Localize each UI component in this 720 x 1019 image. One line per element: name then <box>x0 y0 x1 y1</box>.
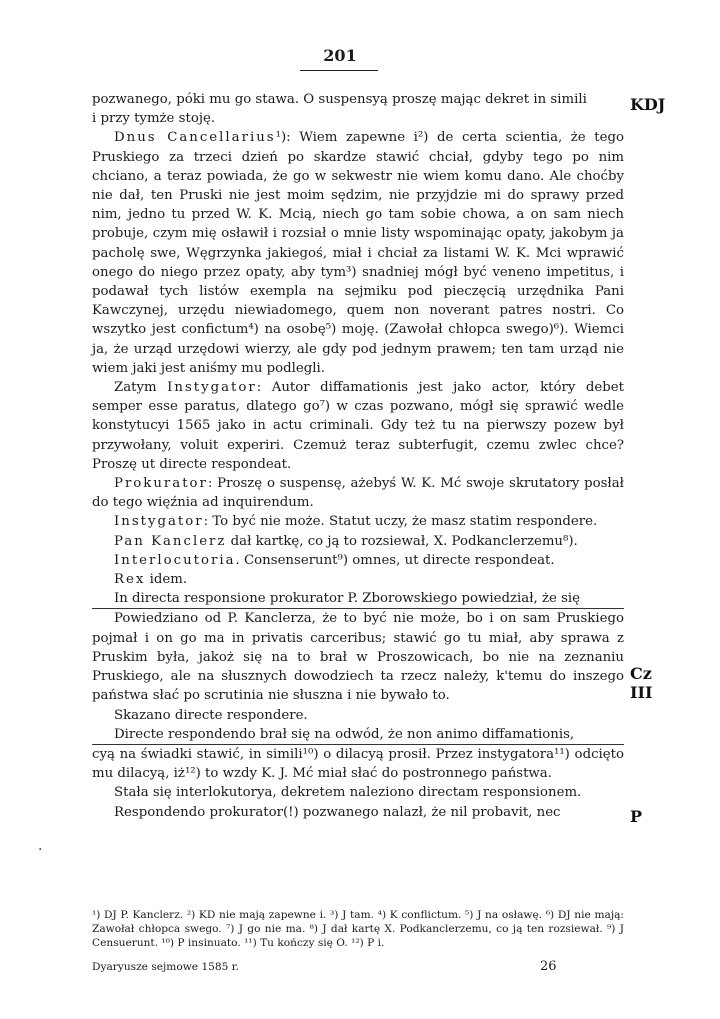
speaker-name: Pan Kanclerz <box>114 533 227 549</box>
paragraph <box>92 570 624 589</box>
paragraph <box>92 532 624 551</box>
text-run: pozwanego, póki mu go stawa. O suspensyą proszę mając dekret in simili <box>92 92 587 107</box>
margin-siglum: III <box>630 683 653 702</box>
footnotes <box>92 908 624 950</box>
footnote: ¹) DJ P. Kanclerz. ²) KD nie mają zapewne i. ³) J tam. ⁴) K conflictum. ⁵) J na osławę. ⁶) DJ nie mają: Zawołał chłopca swego. ⁷) J go nie ma. ⁸) J dał kartę X. Podkanclerzemu, co ją ten rozsiewał. ⁹) J Censuerunt. ¹⁰) P insinuato. ¹¹) Tu kończy się O. ¹²) P i. <box>92 909 624 949</box>
text-run: Zatym <box>114 380 168 396</box>
speaker-name: Instygator <box>167 380 257 396</box>
text-run: cyą na świadki stawić, in simili¹⁰) o dilacyą prosił. Przez instygatora¹¹) odcięto mu dilacyą, iż¹²) to wzdy K. J. Mć miał słać do postronnego państwa. <box>92 746 624 782</box>
paragraph <box>92 512 624 531</box>
margin-siglum: KDJ <box>630 95 666 114</box>
text-run: dał kartkę, co ją to rozsiewał, X. Podkanclerzemu⁸). <box>226 533 578 549</box>
paragraph <box>92 745 624 783</box>
speaker-name: Rex <box>114 572 146 588</box>
text-run: Directe respondendo brał się na odwód, że non animo diffamationis, <box>114 726 575 742</box>
text-run: Respondendo prokurator(!) pozwanego nalazł, że nil probavit, nec <box>114 804 561 820</box>
text-run: ¹): Wiem zapewne i²) de certa scientia, że tego Pruskiego za trzeci dzień po skardze stawić chciał, gdyby tego po nim chciano, a teraz powiada, że go w sekwestr nie wiem komu dano. Ale choćby nie dał, ten Pruski nie jest moim sędzim, nie przyjdzie mi do sprawy przed nim, jedno tu przed W. K. Mcią, niech go tam sobie chowa, a on sam niech probuje, czym mię osławił i rozsiał o mnie listy wspominając opaty, jakobym ja pacholę swe, Węgrzynka jakiegoś, miał i chciał za listami W. K. Mci wprawić onego do niego przez opaty, aby tym³) snadniej mógł być veneno impetitus, i podawał tych listów exempla na sejmiku pod pieczęcią urzędnika Pani Kawczynej, urzędu niewiadomego, quem non noverant patres nostri. Co wszytko jest confictum⁴) na osobę⁵) moję. (Zawołał chłopca swego)⁶). Wiemci ja, że urząd urzędowi wierzy, ale gdy pod jednym prawem; ten tam urząd nie wiem jaki jest aniśmy mu podlegli. <box>92 130 624 376</box>
paragraph <box>92 589 624 608</box>
page-number: 201 <box>323 46 357 65</box>
paragraph <box>92 378 624 474</box>
paragraph <box>92 128 624 378</box>
body-text <box>92 90 624 822</box>
footer <box>92 961 624 973</box>
speaker-name: Interlocutoria <box>114 552 236 568</box>
paragraph <box>92 551 624 570</box>
text-run: : Autor diffamationis jest jako actor, który debet semper esse paratus, dlatego go⁷) w czas pozwano, mógł się sprawić wedle konstytucyi 1565 jako in actu criminali. Gdy też tu na pierwszy pozew był przywołany, voluit experiri. Czemuż teraz subterfugit, czemu zwlec chce? Proszę ut directe respondeat. <box>92 380 624 472</box>
footer-source: Dyaryusze sejmowe 1585 r. <box>92 961 240 973</box>
margin-siglum: Cz <box>630 664 652 683</box>
text-run: Powiedziano od P. Kanclerza, że to być nie może, bo i on sam Pruskiego pojmał i on go ma in privatis carceribus; stawić go tu miał, aby sprawa z Pruskim była, jakoż się na to brał w Proszowicach, bo nie na zeznaniu Pruskiego, ale na słusznych dowodziech ta rzecz należy, k'temu do inszego państwa słać po scrutinia nie słuszna i nie bywało to. <box>92 611 624 704</box>
paragraph <box>92 725 624 744</box>
margin-siglum: P <box>630 807 643 826</box>
footer-folio: 26 <box>540 959 557 974</box>
speaker-name: Instygator <box>114 514 204 530</box>
text-run: . Consenserunt⁹) omnes, ut directe respondeat. <box>235 552 555 568</box>
paragraph <box>92 474 624 512</box>
text-run: : To być nie może. Statut uczy, że masz statim respondere. <box>203 514 598 530</box>
text-run: Skazano directe respondere. <box>114 707 308 723</box>
paragraph <box>92 783 624 802</box>
text-run: Stała się interlokutorya, dekretem naleziono directam responsionem. <box>114 785 582 801</box>
text-run: In directa responsione prokurator P. Zborowskiego powiedział, że się <box>114 591 581 607</box>
text-run: i przy tymże stoję. <box>92 111 216 127</box>
speaker-name: Dnus Cancellarius <box>114 130 276 146</box>
speaker-name: Prokurator <box>114 476 208 492</box>
text-run: idem. <box>145 572 188 588</box>
paragraph <box>92 803 624 822</box>
paragraph <box>92 609 624 705</box>
left-margin-mark: · <box>38 842 43 858</box>
text-run: : Proszę o suspensę, ażebyś W. K. Mć swoje skrutatory posłał do tego więźnia ad inquirendum. <box>92 476 624 511</box>
paragraph <box>92 90 624 109</box>
paragraph <box>92 109 624 128</box>
paragraph <box>92 706 624 725</box>
page-number-rule <box>300 70 378 71</box>
